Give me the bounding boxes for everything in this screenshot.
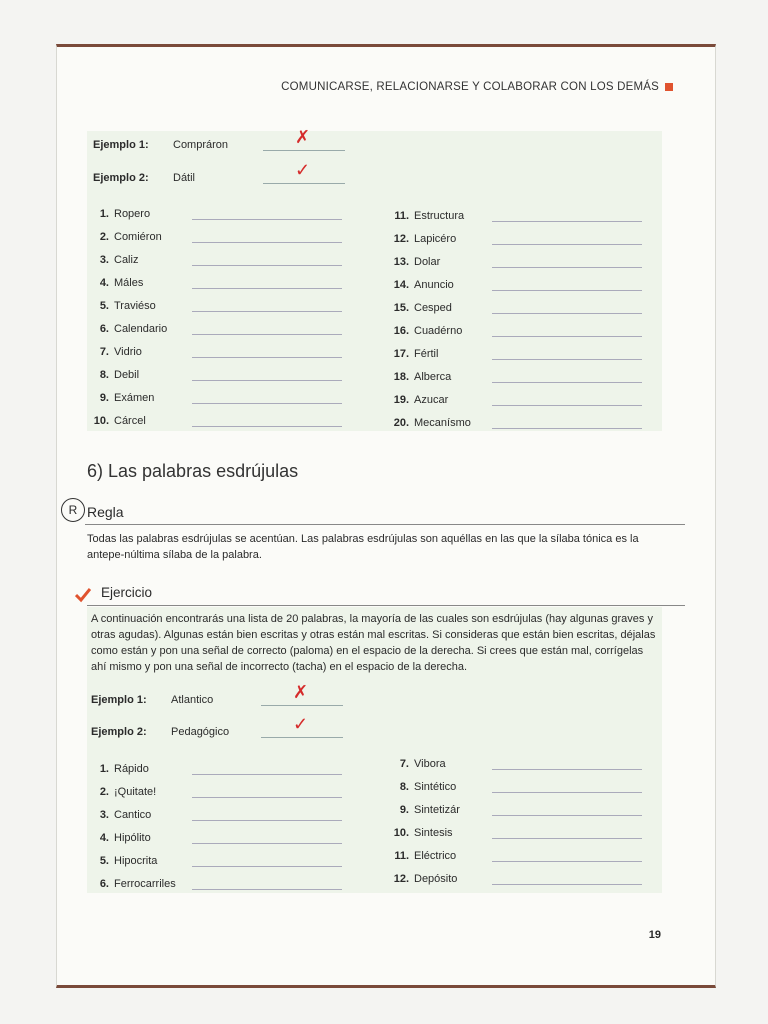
- item-word: Comiéron: [114, 231, 162, 243]
- item-number: 1.: [99, 763, 109, 775]
- item-number: 2.: [99, 786, 109, 798]
- list-item: [87, 752, 342, 775]
- divider: [85, 524, 685, 525]
- item-number: 3.: [99, 809, 109, 821]
- item-number: 7.: [99, 346, 109, 358]
- list-item: [87, 312, 342, 335]
- item-word: Dolar: [414, 256, 441, 268]
- item-word: Cuadérno: [414, 325, 463, 337]
- example-2-row: [93, 160, 345, 184]
- answer-line[interactable]: [192, 347, 342, 358]
- item-number: 3.: [99, 254, 109, 266]
- answer-line[interactable]: [492, 759, 642, 770]
- answer-line[interactable]: [192, 764, 342, 775]
- item-word: Cárcel: [114, 415, 146, 427]
- answer-line[interactable]: [492, 303, 642, 314]
- answer-line[interactable]: [263, 127, 345, 151]
- list-item: [87, 289, 342, 312]
- answer-line[interactable]: [492, 874, 642, 885]
- answer-line[interactable]: [192, 833, 342, 844]
- answer-line[interactable]: [492, 211, 642, 222]
- list-item: [87, 798, 342, 821]
- list-item: [87, 243, 342, 266]
- item-word: Cantico: [114, 809, 152, 821]
- list-item: [87, 266, 342, 289]
- item-word: Azucar: [414, 394, 449, 406]
- item-word: Sintesis: [414, 827, 453, 839]
- answer-line[interactable]: [192, 787, 342, 798]
- list-item: [387, 839, 642, 862]
- item-number: 16.: [393, 325, 409, 337]
- list-item: [387, 222, 642, 245]
- list-item: [387, 816, 642, 839]
- item-word: ¡Quitate!: [114, 786, 157, 798]
- check-mark-icon: ✓: [293, 714, 309, 734]
- answer-line[interactable]: [192, 324, 342, 335]
- cross-mark-icon: ✗: [295, 127, 311, 147]
- answer-line[interactable]: [492, 372, 642, 383]
- list-item: [87, 404, 342, 427]
- word-list-left-2: [87, 752, 342, 890]
- item-number: 6.: [99, 323, 109, 335]
- item-word: Cesped: [414, 302, 452, 314]
- example-word: Dátil: [173, 171, 196, 184]
- list-item: [387, 747, 642, 770]
- list-item: [87, 358, 342, 381]
- example-label: Ejemplo 2:: [93, 171, 149, 184]
- item-number: 19.: [393, 394, 409, 406]
- answer-line[interactable]: [492, 280, 642, 291]
- item-number: 14.: [393, 279, 409, 291]
- item-word: Sintético: [414, 781, 457, 793]
- list-item: [87, 381, 342, 404]
- example-word: Pedagógico: [171, 725, 230, 738]
- rule-icon: R: [61, 498, 85, 522]
- list-item: [387, 793, 642, 816]
- example-2-row: [91, 714, 343, 738]
- answer-line[interactable]: [492, 782, 642, 793]
- item-word: Depósito: [414, 873, 458, 885]
- example-1-row: [93, 127, 345, 151]
- item-word: Caliz: [114, 254, 139, 266]
- item-number: 15.: [393, 302, 409, 314]
- rule-text: Todas las palabras esdrújulas se acentúan. Las palabras esdrújulas son aquéllas en las que la sílaba tónica es la antepe-núltima sílaba de la palabra.: [87, 533, 639, 561]
- item-word: Ropero: [114, 208, 151, 220]
- item-number: 2.: [99, 231, 109, 243]
- answer-line[interactable]: [192, 232, 342, 243]
- item-word: Vibora: [414, 758, 446, 770]
- example-label: Ejemplo 2:: [91, 725, 147, 738]
- answer-line[interactable]: [492, 395, 642, 406]
- list-item: [87, 775, 342, 798]
- worksheet-page: [56, 44, 716, 988]
- answer-line[interactable]: [261, 682, 343, 706]
- item-number: 20.: [393, 417, 409, 429]
- list-item: [87, 335, 342, 358]
- list-item: [387, 268, 642, 291]
- answer-line[interactable]: [192, 856, 342, 867]
- answer-line[interactable]: [492, 418, 642, 429]
- answer-line[interactable]: [261, 714, 343, 738]
- list-item: [387, 291, 642, 314]
- answer-line[interactable]: [492, 257, 642, 268]
- list-item: [387, 314, 642, 337]
- item-number: 5.: [99, 855, 109, 867]
- word-list-left: [87, 197, 342, 427]
- item-word: Hipólito: [114, 832, 151, 844]
- item-number: 9.: [99, 392, 109, 404]
- list-item: [87, 821, 342, 844]
- answer-line[interactable]: [192, 278, 342, 289]
- exercise-heading: Ejercicio: [101, 585, 153, 600]
- item-word: Rápido: [114, 763, 149, 775]
- item-number: 12.: [393, 233, 409, 245]
- answer-line[interactable]: [263, 160, 345, 184]
- item-word: Alberca: [414, 371, 452, 383]
- list-item: [87, 220, 342, 243]
- exercise-instructions: A continuación encontrarás una lista de 20 palabras, la mayoría de las cuales son esdrújulas (hay algunas graves y otras agudas). Algunas están bien escritas y otras están mal escritas. Si consideras que están bien escritas, déjalas como están y pon una señal de correcto (paloma) en el espacio de la derecha. Si crees que están mal, corrígelas ahí mismo y pon una señal de incorrecto (tacha) en el espacio de la derecha.: [91, 613, 656, 673]
- item-word: Mecanísmo: [414, 417, 471, 429]
- item-word: Debil: [114, 369, 140, 381]
- divider: [87, 605, 685, 606]
- list-item: [387, 199, 642, 222]
- answer-line[interactable]: [492, 828, 642, 839]
- item-number: 8.: [399, 781, 409, 793]
- answer-line[interactable]: [192, 370, 342, 381]
- word-list-right-2: [387, 747, 642, 885]
- list-item: [387, 337, 642, 360]
- item-number: 4.: [99, 277, 109, 289]
- answer-line[interactable]: [192, 209, 342, 220]
- item-number: 10.: [393, 827, 409, 839]
- answer-line[interactable]: [492, 326, 642, 337]
- answer-line[interactable]: [192, 416, 342, 427]
- item-word: Fértil: [414, 348, 439, 360]
- item-number: 5.: [99, 300, 109, 312]
- item-number: 7.: [399, 758, 409, 770]
- answer-line[interactable]: [192, 301, 342, 312]
- item-number: 9.: [399, 804, 409, 816]
- item-word: Eléctrico: [414, 850, 457, 862]
- item-number: 10.: [93, 415, 109, 427]
- answer-line[interactable]: [492, 851, 642, 862]
- item-number: 6.: [99, 878, 109, 890]
- item-number: 1.: [99, 208, 109, 220]
- list-item: [87, 844, 342, 867]
- page-number: 19: [648, 929, 661, 941]
- item-word: Lapicéro: [414, 233, 457, 245]
- item-number: 11.: [394, 210, 409, 222]
- example-label: Ejemplo 1:: [93, 138, 149, 151]
- item-number: 17.: [393, 348, 409, 360]
- item-word: Calendario: [114, 323, 168, 335]
- section-title: 6) Las palabras esdrújulas: [87, 461, 299, 481]
- pencil-check-icon: [75, 587, 91, 603]
- header-accent-square: [665, 83, 673, 91]
- cross-mark-icon: ✗: [293, 682, 309, 702]
- item-word: Traviéso: [114, 300, 156, 312]
- list-item: [387, 360, 642, 383]
- item-word: Sintetizár: [414, 804, 460, 816]
- list-item: [87, 867, 342, 890]
- page-header: COMUNICARSE, RELACIONARSE Y COLABORAR CON LOS DEMÁS: [281, 81, 659, 93]
- list-item: [387, 862, 642, 885]
- rule-heading: Regla: [87, 504, 124, 520]
- list-item: [387, 383, 642, 406]
- word-list-right: [387, 199, 642, 429]
- example-label: Ejemplo 1:: [91, 693, 147, 706]
- example-word: Atlantico: [171, 693, 214, 706]
- check-mark-icon: ✓: [295, 160, 311, 180]
- list-item: [87, 197, 342, 220]
- item-word: Estructura: [414, 210, 465, 222]
- item-number: 8.: [99, 369, 109, 381]
- item-number: 18.: [393, 371, 409, 383]
- item-number: 12.: [393, 873, 409, 885]
- item-word: Hipocrita: [114, 855, 158, 867]
- list-item: [387, 406, 642, 429]
- list-item: [387, 770, 642, 793]
- answer-line[interactable]: [492, 805, 642, 816]
- answer-line[interactable]: [192, 393, 342, 404]
- answer-line[interactable]: [492, 349, 642, 360]
- item-word: Ferrocarriles: [114, 878, 176, 890]
- item-word: Máles: [114, 277, 144, 289]
- item-word: Vidrio: [114, 346, 142, 358]
- example-word: Compráron: [173, 138, 229, 151]
- item-word: Anuncio: [414, 279, 454, 291]
- item-number: 4.: [99, 832, 109, 844]
- item-number: 13.: [393, 256, 409, 268]
- answer-line[interactable]: [192, 255, 342, 266]
- list-item: [387, 245, 642, 268]
- answer-line[interactable]: [492, 234, 642, 245]
- answer-line[interactable]: [192, 879, 342, 890]
- item-word: Exámen: [114, 392, 155, 404]
- item-number: 11.: [394, 850, 409, 862]
- example-1-row: [91, 682, 343, 706]
- answer-line[interactable]: [192, 810, 342, 821]
